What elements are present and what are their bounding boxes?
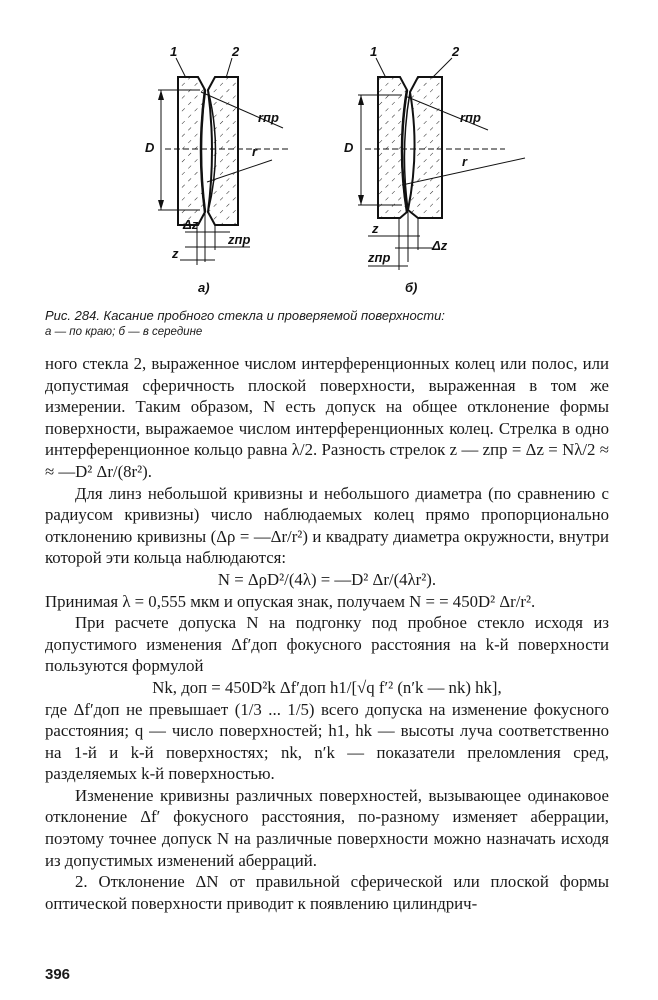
label-z-pr: zпр [228, 232, 251, 247]
label-z: z [372, 221, 379, 236]
label-dz: Δz [183, 217, 199, 232]
formula: N = ΔρD²/(4λ) = —D² Δr/(4λr²). [217, 569, 437, 589]
paragraph: При расчете допуска N на подгонку под пробное стекло исходя из допустимого изменения Δf′доп фокусного расстояния на k-й поверхности пользуются формулой [45, 613, 609, 676]
body-text [45, 353, 609, 914]
glass-2-plate [408, 77, 442, 218]
figure-b [344, 44, 525, 295]
figure-caption [45, 308, 625, 340]
subfigure-a-label: а) [198, 280, 210, 295]
label-r: r [462, 154, 468, 169]
formula: Nk, доп = 450D²k Δf′доп h1/[√q f′² (n′k — nk) hk], [152, 677, 502, 697]
label-r-pr: rпр [258, 110, 279, 125]
paragraph: ного стекла 2, выраженное числом интерференционных колец или полос, или допустимая сферичность плоской поверхности, выраженная в том же измерении. Таким образом, N есть допуск на общее отклонение формы поверхности, выражаемое числом интерференционных колец. Стрелка в одно интерференционное кольцо равна λ/2. Разность стрелок z — zпр = Δz = Nλ/2 ≈ ≈ —D² Δr/(8r²). [45, 354, 609, 481]
label-dz: Δz [432, 238, 448, 253]
label-D: D [145, 140, 155, 155]
figure-284 [0, 0, 658, 305]
paragraph: Изменение кривизны различных поверхностей, вызывающее одинаковое отклонение Δf′ фокусного расстояния, по-разному изменяет аберрации, поэтому точнее допуск N на различные поверхности можно назначать исходя из допустимых изменений аберраций. [45, 785, 609, 870]
label-D: D [344, 140, 354, 155]
label-part-2: 2 [452, 44, 460, 59]
label-part-1: 1 [370, 44, 378, 59]
label-part-2: 2 [232, 44, 240, 59]
paragraph: где Δf′доп не превышает (1/3 ... 1/5) всего допуска на изменение фокусного расстояния; q — число поверхностей; h1, hk — высоты луча соответственно на 1-й и k-й поверхностях; nk, n′k — показатели преломления сред, разделяемых k-й поверхностью. [45, 699, 609, 784]
label-part-1: 1 [170, 44, 178, 59]
paragraph: Для линз небольшой кривизны и небольшого диаметра (по сравнению с радиусом кривизны) число наблюдаемых колец прямо пропорционально отклонению кривизны (Δρ = —Δr/r²) и квадрату диаметра окружности, внутри которой эти кольца наблюдаются: [45, 483, 609, 568]
caption-title: Рис. 284. Касание пробного стекла и проверяемой поверхности: [45, 308, 445, 323]
label-z: z [172, 246, 179, 261]
glass-2-plate [208, 77, 238, 225]
label-r-pr: rпр [460, 110, 481, 125]
caption-subtitle: а — по краю; б — в середине [45, 326, 203, 338]
page-number: 396 [45, 966, 71, 983]
label-r: r [252, 144, 258, 159]
paragraph: 2. Отклонение ΔN от правильной сферической или плоской формы оптической поверхности приводит к появлению цилиндрич- [45, 872, 609, 913]
figure-a [145, 44, 290, 295]
label-z-pr: zпр [368, 250, 391, 265]
paragraph: Принимая λ = 0,555 мкм и опуская знак, получаем N = = 450D² Δr/r². [45, 591, 536, 611]
subfigure-b-label: б) [405, 280, 418, 295]
